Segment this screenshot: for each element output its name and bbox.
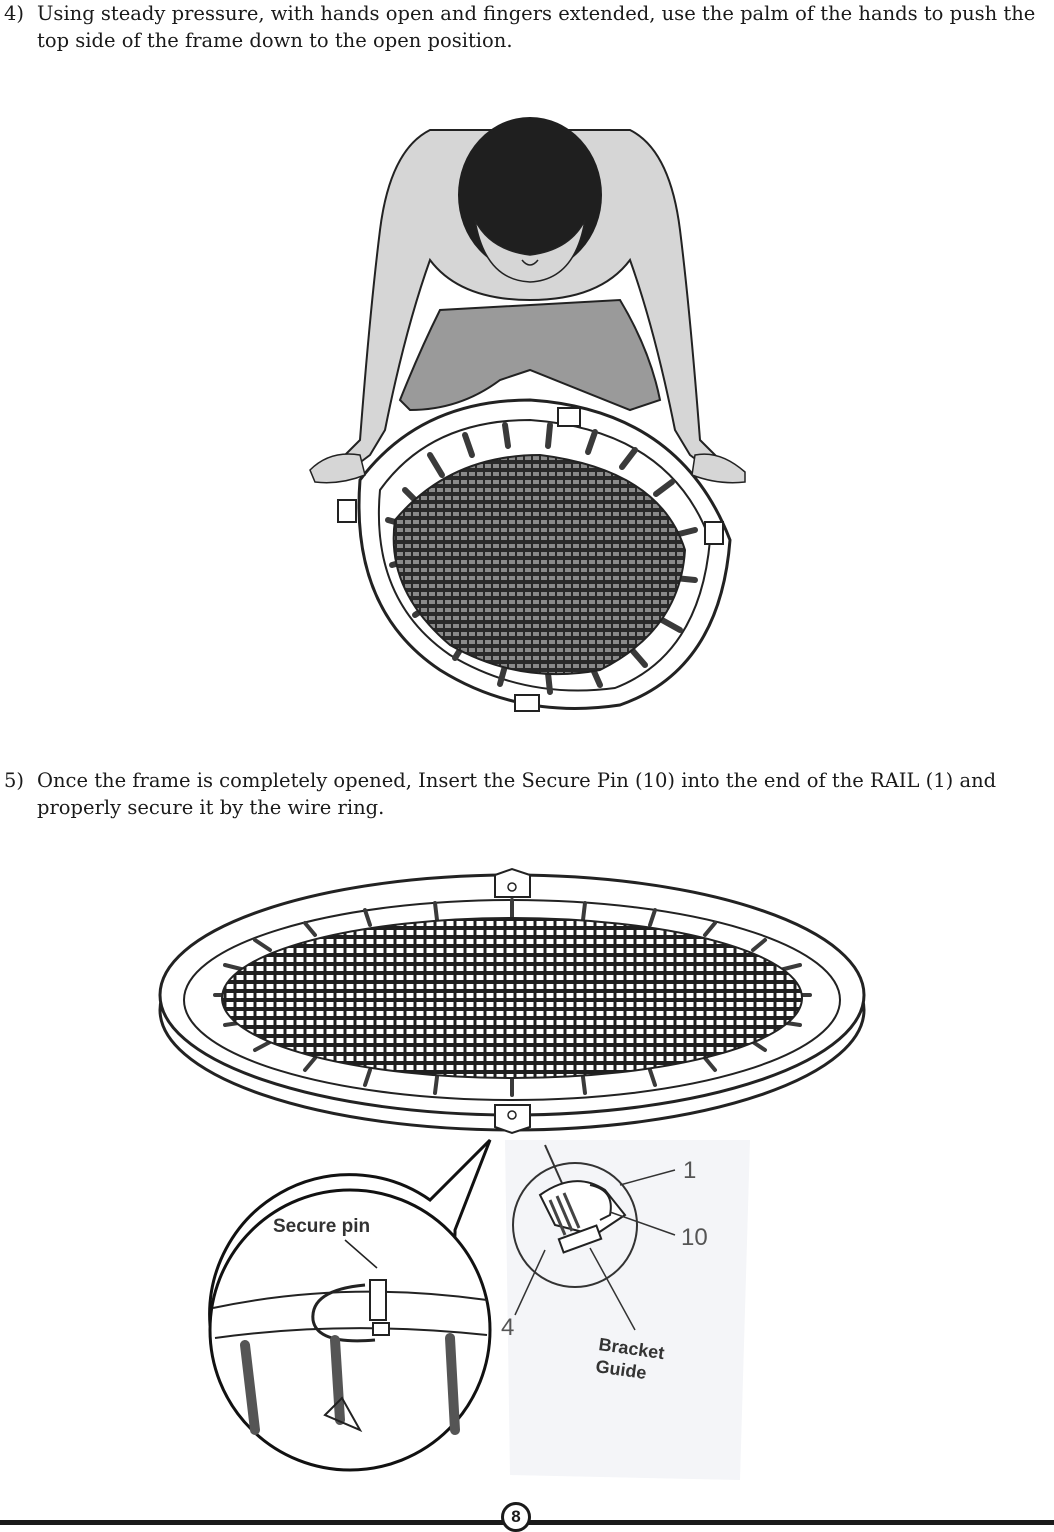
bracket-guide-label-line2: Guide — [594, 1356, 648, 1384]
step-5-number: 5) — [4, 769, 25, 792]
detail-label-10: 10 — [681, 1224, 708, 1251]
detail-label-1: 1 — [683, 1157, 697, 1184]
page-number: 8 — [501, 1502, 531, 1532]
step-5-text: Once the frame is completely opened, Insert the Secure Pin (10) into the end of the RAIL (1) and properly secure it by the wire ring. — [37, 769, 997, 819]
step-4-text: Using steady pressure, with hands open and fingers extended, use the palm of the hands to push the top side of the frame down to the open position. — [37, 2, 1036, 52]
bracket-guide-label-line1: Bracket — [597, 1334, 666, 1364]
step-4-number: 4) — [4, 2, 25, 25]
secure-pin-detail-illustration — [205, 1130, 765, 1490]
person-folding-trampoline-illustration — [300, 110, 760, 725]
opened-trampoline-illustration — [155, 865, 870, 1135]
detail-label-4: 4 — [501, 1314, 515, 1341]
callout-label: Secure pin — [273, 1216, 371, 1237]
page-footer — [0, 1500, 1054, 1531]
